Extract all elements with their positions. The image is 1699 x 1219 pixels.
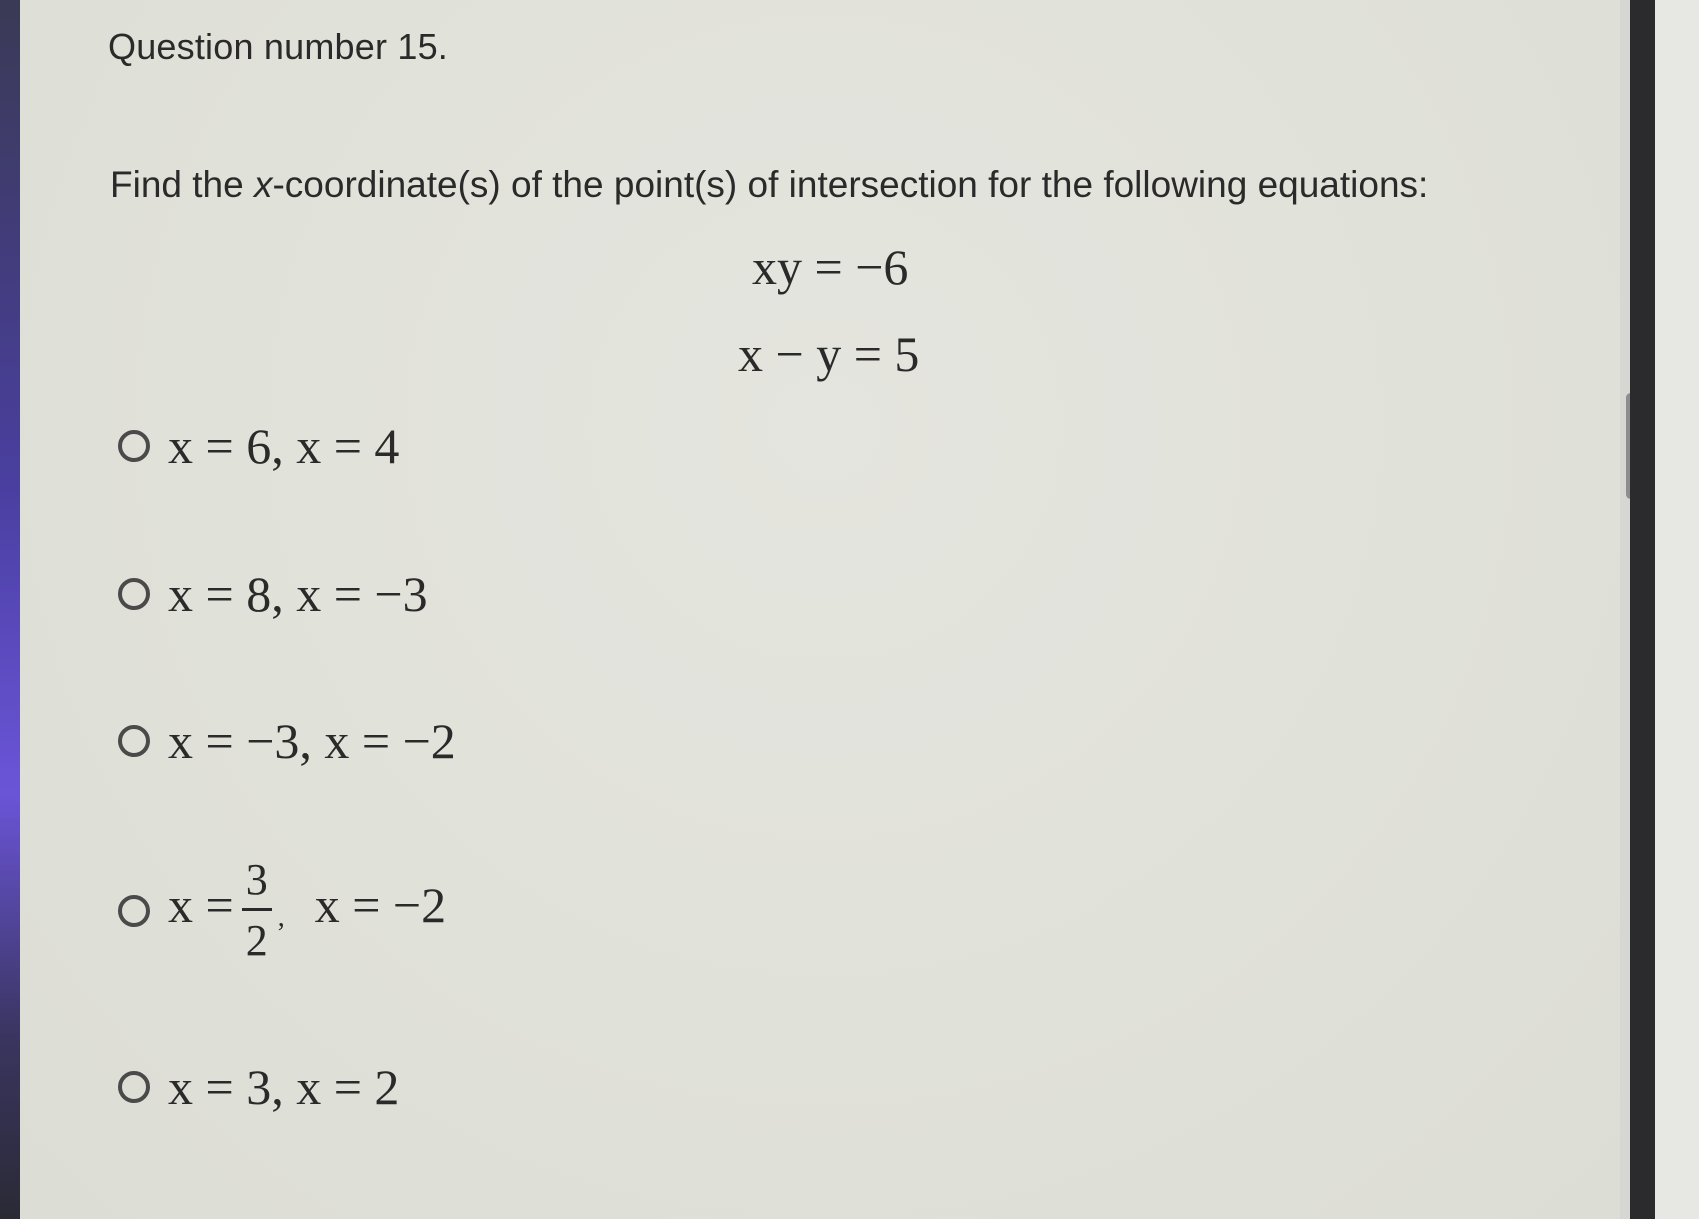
option-4-comma: , — [277, 901, 285, 933]
option-4-fraction — [242, 855, 272, 965]
device-bezel-right — [1630, 0, 1655, 1219]
answer-option-2[interactable] — [118, 565, 428, 623]
answer-option-5[interactable] — [118, 1058, 399, 1116]
option-2-label: x = 8, x = −3 — [168, 566, 428, 622]
prompt-text-before: Find the — [110, 164, 254, 205]
option-4-lhs: x = — [168, 876, 234, 933]
answer-option-4[interactable] — [118, 855, 447, 965]
radio-button-5[interactable] — [118, 1071, 150, 1103]
answer-option-1[interactable] — [118, 417, 399, 475]
answer-option-3[interactable] — [118, 712, 456, 770]
option-3-label: x = −3, x = −2 — [168, 713, 456, 769]
option-5-label: x = 3, x = 2 — [168, 1059, 400, 1115]
prompt-variable: x — [253, 164, 273, 205]
equation-2: x − y = 5 — [738, 326, 920, 382]
radio-button-2[interactable] — [118, 578, 150, 610]
radio-button-1[interactable] — [118, 430, 150, 462]
question-prompt — [110, 164, 1428, 206]
prompt-text-after: -coordinate(s) of the point(s) of intersection for the following equations: — [272, 164, 1429, 205]
fraction-denominator: 2 — [245, 916, 268, 965]
option-4-rhs: x = −2 — [314, 876, 447, 933]
option-4-label — [168, 855, 447, 965]
fraction-numerator: 3 — [245, 855, 268, 904]
question-number: Question number 15. — [108, 26, 448, 67]
device-bezel-left — [0, 0, 20, 1219]
option-1-label: x = 6, x = 4 — [168, 418, 400, 474]
radio-button-4[interactable] — [118, 895, 150, 927]
equation-1: xy = −6 — [752, 239, 909, 295]
device-edge — [1655, 0, 1699, 1219]
radio-button-3[interactable] — [118, 725, 150, 757]
